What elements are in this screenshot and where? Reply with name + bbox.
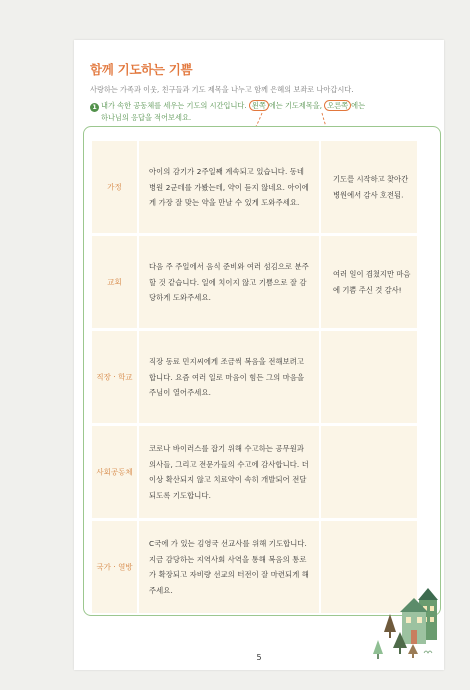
instruction xyxy=(90,100,435,124)
answer-cell[interactable] xyxy=(321,236,417,328)
answer-cell[interactable] xyxy=(321,426,417,518)
instruction-line-1 xyxy=(90,100,435,112)
prayer-request-text: 직장 동료 민지씨에게 조금씩 복음을 전해보려고 합니다. 요즘 여러 일로 마음이 힘든 그의 마음을 주님이 열어주세요. xyxy=(149,356,305,397)
answer-cell[interactable] xyxy=(321,331,417,423)
prayer-request-cell[interactable] xyxy=(139,426,319,518)
prayer-request-text: 다음 주 주일에서 음식 준비와 여러 섬김으로 분주할 것 같습니다. 일에 치이지 않고 기쁨으로 잘 감당하게 도와주세요. xyxy=(149,261,309,302)
answer-cell[interactable] xyxy=(321,141,417,233)
answer-cell[interactable] xyxy=(321,521,417,613)
section-title: 함께 기도하는 기쁨 xyxy=(90,62,193,77)
row-label-cell xyxy=(92,331,137,423)
prayer-request-cell[interactable] xyxy=(139,521,319,613)
row-label: 사회공동체 xyxy=(96,467,133,477)
prayer-request-text: 아이의 감기가 2주일째 계속되고 있습니다. 동네 병원 2군데를 가봤는데, 약이 듣지 않네요. 아이에게 가장 잘 맞는 약을 만날 수 있게 도와주세요. xyxy=(149,166,309,207)
intro-text: 사랑하는 가족과 이웃, 친구들과 기도 제목을 나누고 함께 은혜의 보좌로 나아갑시다. xyxy=(90,85,354,94)
answer-text: 기도를 시작하고 찾아간 병원에서 감사 호전됨. xyxy=(333,174,409,199)
left-word-highlight: 왼쪽 xyxy=(249,100,269,111)
instruction-number-badge: 1 xyxy=(90,103,99,112)
prayer-request-cell[interactable] xyxy=(139,236,319,328)
table-row xyxy=(84,521,440,613)
row-label: 가정 xyxy=(107,182,122,192)
prayer-table xyxy=(83,126,441,616)
table-row xyxy=(84,331,440,423)
instruction-text-middle: 에는 기도제목을, xyxy=(268,101,325,110)
row-label-cell xyxy=(92,141,137,233)
row-label: 교회 xyxy=(107,277,122,287)
row-label: 직장 · 학교 xyxy=(96,372,133,382)
table-row xyxy=(84,141,440,233)
workbook-page xyxy=(74,40,444,670)
right-word-highlight: 오른쪽 xyxy=(324,100,351,111)
instruction-text-before: 내가 속한 공동체를 세우는 기도의 시간입니다. xyxy=(101,101,249,110)
instruction-line-2: 하나님의 응답을 적어보세요. xyxy=(101,113,192,122)
row-label: 국가 · 열방 xyxy=(96,562,133,572)
row-label-cell xyxy=(92,426,137,518)
instruction-text-after: 에는 xyxy=(351,101,366,110)
prayer-request-cell[interactable] xyxy=(139,331,319,423)
prayer-request-cell[interactable] xyxy=(139,141,319,233)
table-row xyxy=(84,236,440,328)
answer-text: 여러 일이 겹쳤지만 마음에 기쁨 주신 것 감사! xyxy=(333,269,411,294)
prayer-request-text: 코로나 바이러스를 잡기 위해 수고하는 공무원과 의사들, 그리고 전문가들의 수고에 감사합니다. 더 이상 확산되지 않고 치료약이 속히 개발되어 전달되도록 기도합니다. xyxy=(149,444,309,500)
page-number: 5 xyxy=(256,653,262,662)
prayer-request-text: C국에 가 있는 김영국 선교사를 위해 기도합니다. 지금 감당하는 지역사회 사역을 통해 복음의 통로가 확장되고 자비량 선교의 터전이 잘 마련되게 해주세요. xyxy=(149,539,309,595)
row-label-cell xyxy=(92,236,137,328)
row-label-cell xyxy=(92,521,137,613)
table-row xyxy=(84,426,440,518)
